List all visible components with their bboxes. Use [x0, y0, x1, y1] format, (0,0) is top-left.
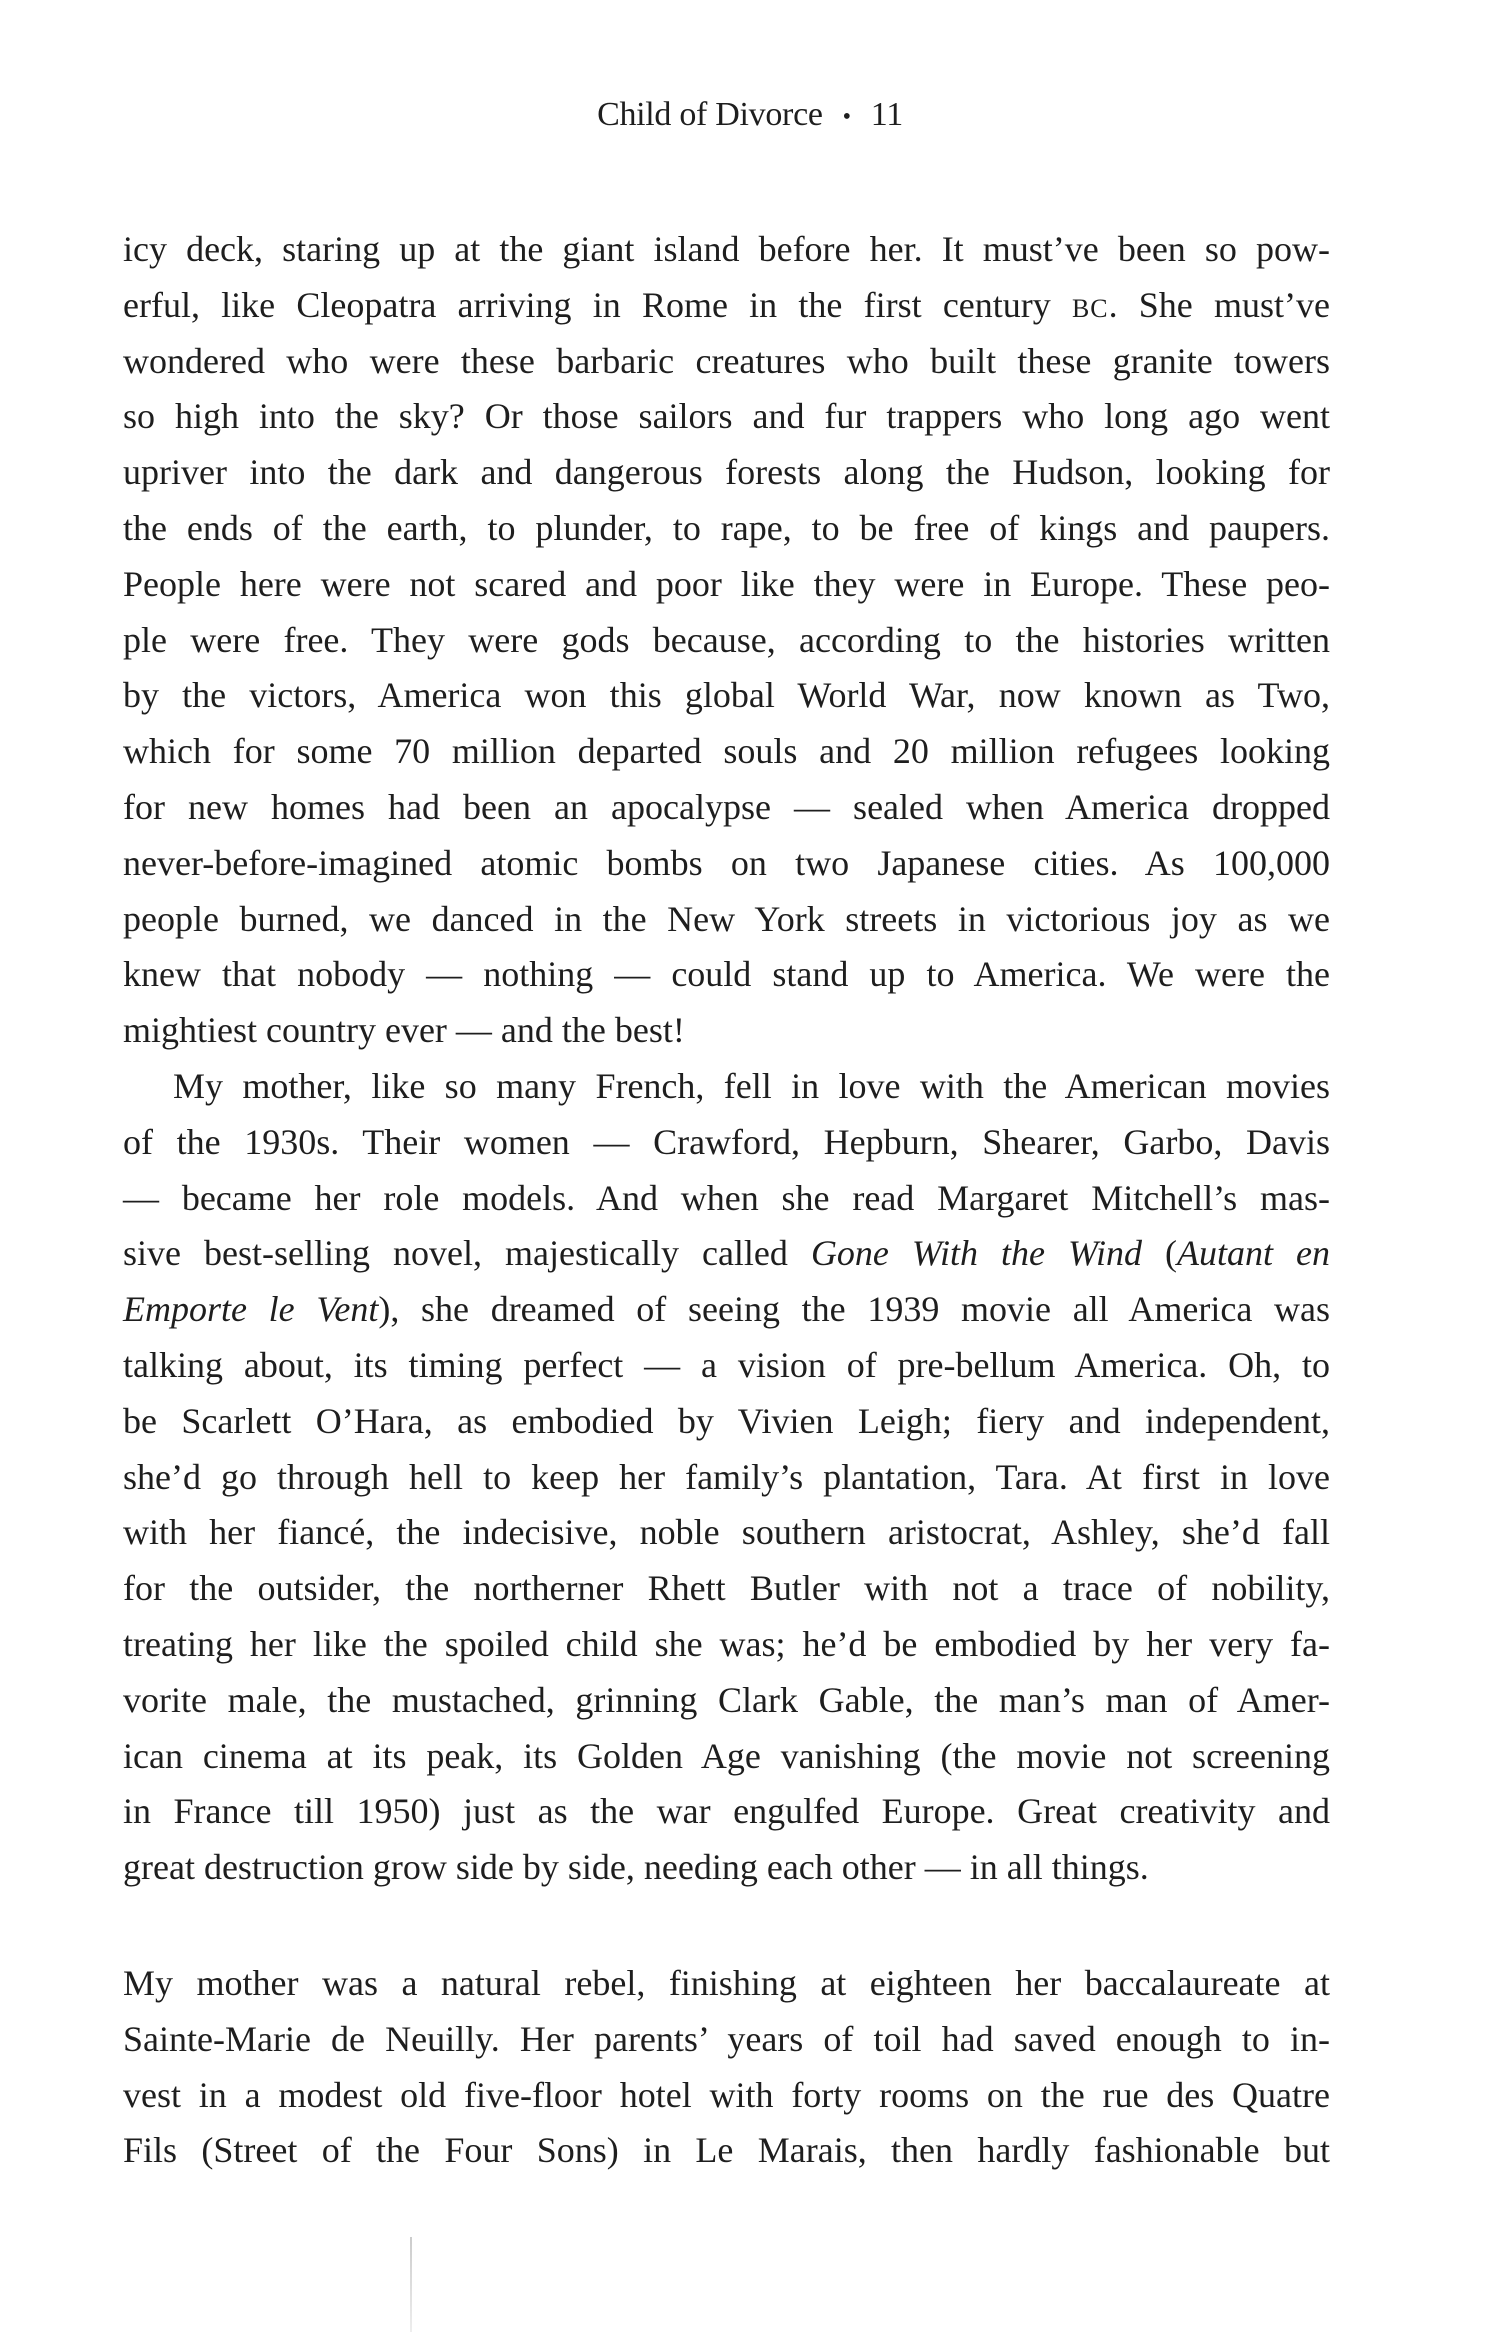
- text-line: [123, 222, 1330, 278]
- text-run: treating her like the spoiled child she was; he’d be embodied by her very fa-: [123, 1623, 1330, 1664]
- text-run: of the 1930s. Their women — Crawford, Hepburn, Shearer, Garbo, Davis: [123, 1121, 1330, 1162]
- text-run: in France till 1950) just as the war engulfed Europe. Great creativity and: [123, 1791, 1330, 1832]
- text-run: (: [1141, 1233, 1177, 1274]
- text-run: ican cinema at its peak, its Golden Age vanishing (the movie not screening: [123, 1735, 1330, 1776]
- text-line: [123, 334, 1330, 390]
- scan-artifact-line: [410, 2237, 412, 2332]
- text-line: [123, 1840, 1330, 1896]
- text-run: knew that nobody — nothing — could stand up to America. We were the: [123, 954, 1330, 995]
- text-run: wondered who were these barbaric creatures who built these granite towers: [123, 340, 1330, 381]
- text-line: [123, 1338, 1330, 1394]
- text-run: by the victors, America won this global World War, now known as Two,: [123, 675, 1330, 716]
- text-run: People here were not scared and poor like they were in Europe. These peo-: [123, 563, 1330, 604]
- text-line: [123, 1617, 1330, 1673]
- italic-title-text: Gone With the Wind: [810, 1233, 1142, 1274]
- text-run: sive best-selling novel, majestically called: [123, 1233, 811, 1274]
- text-run: which for some 70 million departed souls and 20 million refugees looking: [123, 731, 1330, 772]
- separator-bullet: •: [842, 103, 851, 130]
- text-line: [123, 445, 1330, 501]
- text-run: icy deck, staring up at the giant island before her. It must’ve been so pow-: [123, 229, 1330, 269]
- text-line: [123, 947, 1330, 1003]
- paragraph: [123, 1956, 1330, 2179]
- text-line: [123, 1282, 1330, 1338]
- text-run: people burned, we danced in the New York streets in victorious joy as we: [123, 898, 1330, 939]
- paragraph: [123, 1059, 1330, 1896]
- text-line: [123, 1394, 1330, 1450]
- text-run: vest in a modest old five-floor hotel with forty rooms on the rue des Quatre: [123, 2074, 1330, 2115]
- text-line: [123, 1673, 1330, 1729]
- text-run: . She must’ve: [1108, 284, 1330, 325]
- text-run: Sainte-Marie de Neuilly. Her parents’ years of toil had saved enough to in-: [123, 2018, 1330, 2059]
- text-line: [123, 1956, 1330, 2012]
- text-line: [123, 668, 1330, 724]
- text-line: [123, 278, 1330, 334]
- text-run: never-before-imagined atomic bombs on two Japanese cities. As 100,000: [123, 842, 1330, 883]
- text-run: the ends of the earth, to plunder, to rape, to be free of kings and paupers.: [123, 507, 1330, 548]
- text-run: — became her role models. And when she read Margaret Mitchell’s mas-: [123, 1177, 1330, 1218]
- text-line: [123, 1171, 1330, 1227]
- text-line: [123, 1561, 1330, 1617]
- text-run: My mother was a natural rebel, finishing at eighteen her baccalaureate at: [123, 1963, 1330, 2003]
- text-line: [123, 501, 1330, 557]
- text-line: [123, 1505, 1330, 1561]
- running-header: [0, 96, 1500, 134]
- text-run: vorite male, the mustached, grinning Clark Gable, the man’s man of Amer-: [123, 1679, 1330, 1720]
- text-run: great destruction grow side by side, needing each other — in all things.: [123, 1847, 1149, 1888]
- text-run: talking about, its timing perfect — a vision of pre-bellum America. Oh, to: [123, 1344, 1330, 1385]
- text-line: [123, 1115, 1330, 1171]
- text-line: [123, 2068, 1330, 2124]
- text-run: erful, like Cleopatra arriving in Rome in the first century: [123, 284, 1072, 325]
- text-line: [123, 1729, 1330, 1785]
- text-run: My mother, like so many French, fell in love with the American movies: [173, 1066, 1330, 1106]
- page-number: 11: [870, 96, 903, 133]
- text-line: [123, 892, 1330, 948]
- running-title: Child of Divorce: [597, 96, 823, 133]
- text-line: [123, 724, 1330, 780]
- text-run: ple were free. They were gods because, according to the histories written: [123, 619, 1330, 660]
- text-run: with her fiancé, the indecisive, noble southern aristocrat, Ashley, she’d fall: [123, 1512, 1330, 1553]
- text-line: [123, 2123, 1330, 2179]
- text-run: for the outsider, the northerner Rhett Butler with not a trace of nobility,: [123, 1568, 1330, 1609]
- text-run: so high into the sky? Or those sailors and fur trappers who long ago went: [123, 396, 1330, 437]
- italic-title-text: Emporte le Vent: [123, 1289, 379, 1330]
- small-caps-text: BC: [1072, 293, 1109, 323]
- text-run: Fils (Street of the Four Sons) in Le Marais, then hardly fashionable but: [123, 2130, 1330, 2171]
- text-line: [123, 2012, 1330, 2068]
- text-run: she’d go through hell to keep her family’s plantation, Tara. At first in love: [123, 1456, 1330, 1497]
- text-run: be Scarlett O’Hara, as embodied by Vivien Leigh; fiery and independent,: [123, 1400, 1330, 1441]
- text-line: [123, 613, 1330, 669]
- text-run: mightiest country ever — and the best!: [123, 1010, 685, 1051]
- text-line: [123, 780, 1330, 836]
- text-line: [123, 1003, 1330, 1059]
- text-run: ), she dreamed of seeing the 1939 movie all America was: [378, 1289, 1330, 1330]
- text-line: [123, 1226, 1330, 1282]
- text-run: for new homes had been an apocalypse — sealed when America dropped: [123, 786, 1330, 827]
- text-line: [123, 836, 1330, 892]
- text-run: upriver into the dark and dangerous forests along the Hudson, looking for: [123, 452, 1330, 493]
- text-line: [123, 1059, 1330, 1115]
- text-line: [123, 557, 1330, 613]
- paragraph: [123, 222, 1330, 1059]
- text-line: [123, 389, 1330, 445]
- text-line: [123, 1784, 1330, 1840]
- italic-title-text: Autant en: [1177, 1233, 1330, 1274]
- text-line: [123, 1450, 1330, 1506]
